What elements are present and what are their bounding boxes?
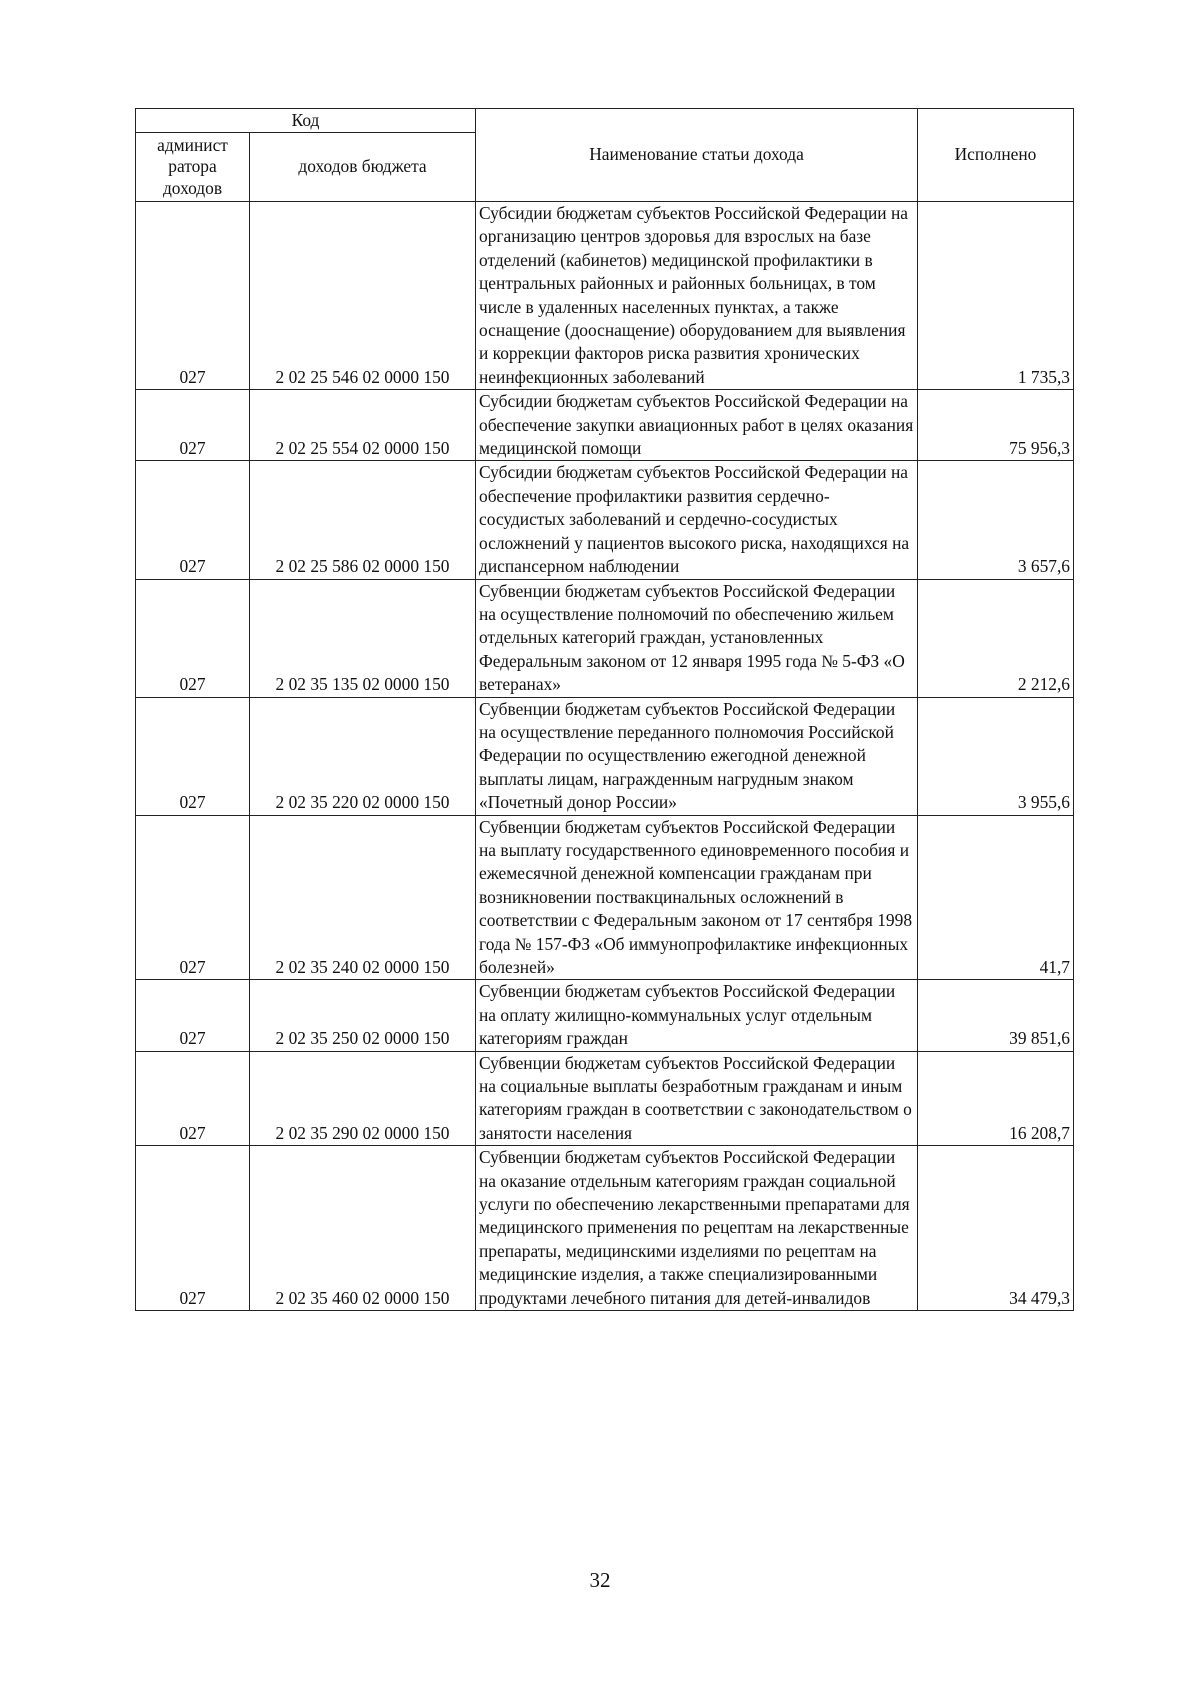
row-executed-value: 16 208,7 (918, 1051, 1074, 1146)
table-row (136, 579, 1074, 697)
row-revenue-name: Субвенции бюджетам субъектов Российской Федерации на выплату государственного единовременного пособия и ежемесячной денежной компенсации гражданам при возникновении поствакцинальных осложнений в соответствии с Федеральным законом от 17 сентября 1998 года № 157-ФЗ «Об иммунопрофилактике инфекционных болезней» (476, 815, 918, 980)
row-budget-code: 2 02 35 290 02 0000 150 (250, 1051, 476, 1146)
row-budget-code: 2 02 35 460 02 0000 150 (250, 1146, 476, 1311)
row-admin-code: 027 (136, 697, 250, 815)
row-admin-code: 027 (136, 815, 250, 980)
row-executed-value: 3 955,6 (918, 697, 1074, 815)
row-admin-code: 027 (136, 390, 250, 461)
header-name: Наименование статьи дохода (476, 109, 918, 202)
row-budget-code: 2 02 35 135 02 0000 150 (250, 579, 476, 697)
table-body (136, 202, 1074, 1311)
row-budget-code: 2 02 25 586 02 0000 150 (250, 461, 476, 579)
row-executed-value: 1 735,3 (918, 202, 1074, 390)
row-revenue-name: Субвенции бюджетам субъектов Российской Федерации на осуществление переданного полномочия Российской Федерации по осуществлению ежегодной денежной выплаты лицам, награжденным нагрудным знаком «Почетный донор России» (476, 697, 918, 815)
row-revenue-name: Субсидии бюджетам субъектов Российской Федерации на обеспечение закупки авиационных работ в целях оказания медицинской помощи (476, 390, 918, 461)
row-executed-value: 3 657,6 (918, 461, 1074, 579)
row-executed-value: 75 956,3 (918, 390, 1074, 461)
row-revenue-name: Субсидии бюджетам субъектов Российской Федерации на организацию центров здоровья для взрослых на базе отделений (кабинетов) медицинской профилактики в центральных районных и районных больницах, в том числе в удаленных населенных пунктах, а также оснащение (дооснащение) оборудованием для выявления и коррекции факторов риска развития хронических неинфекционных заболеваний (476, 202, 918, 390)
row-admin-code: 027 (136, 579, 250, 697)
row-executed-value: 41,7 (918, 815, 1074, 980)
row-admin-code: 027 (136, 202, 250, 390)
row-revenue-name: Субсидии бюджетам субъектов Российской Федерации на обеспечение профилактики развития сердечно-сосудистых заболеваний и сердечно-сосудистых осложнений у пациентов высокого риска, находящихся на диспансерном наблюдении (476, 461, 918, 579)
table-row (136, 815, 1074, 980)
row-admin-code: 027 (136, 1146, 250, 1311)
row-revenue-name: Субвенции бюджетам субъектов Российской Федерации на оплату жилищно-коммунальных услуг отдельным категориям граждан (476, 980, 918, 1051)
row-executed-value: 39 851,6 (918, 980, 1074, 1051)
table-row (136, 1146, 1074, 1311)
row-budget-code: 2 02 25 546 02 0000 150 (250, 202, 476, 390)
table-row (136, 980, 1074, 1051)
row-budget-code: 2 02 25 554 02 0000 150 (250, 390, 476, 461)
row-revenue-name: Субвенции бюджетам субъектов Российской Федерации на оказание отдельным категориям граждан социальной услуги по обеспечению лекарственными препаратами для медицинского применения по рецептам на лекарственные препараты, медицинскими изделиями по рецептам на медицинские изделия, а также специализированными продуктами лечебного питания для детей-инвалидов (476, 1146, 918, 1311)
header-executed: Исполнено (918, 109, 1074, 202)
table-row (136, 202, 1074, 390)
row-admin-code: 027 (136, 1051, 250, 1146)
table-row (136, 461, 1074, 579)
row-admin-code: 027 (136, 980, 250, 1051)
table-row (136, 1051, 1074, 1146)
row-revenue-name: Субвенции бюджетам субъектов Российской Федерации на осуществление полномочий по обеспечению жильем отдельных категорий граждан, установленных Федеральным законом от 12 января 1995 года № 5-ФЗ «О ветеранах» (476, 579, 918, 697)
row-revenue-name: Субвенции бюджетам субъектов Российской Федерации на социальные выплаты безработным гражданам и иным категориям граждан в соответствии с законодательством о занятости населения (476, 1051, 918, 1146)
revenue-table (135, 108, 1074, 1311)
table-header (136, 109, 1074, 202)
row-executed-value: 2 212,6 (918, 579, 1074, 697)
row-budget-code: 2 02 35 250 02 0000 150 (250, 980, 476, 1051)
page-number: 32 (589, 1568, 611, 1592)
header-kod: Код (136, 109, 476, 133)
header-budget-code: доходов бюджета (250, 133, 476, 202)
table-row (136, 390, 1074, 461)
row-admin-code: 027 (136, 461, 250, 579)
header-admin: админист ратора доходов (136, 133, 250, 202)
row-budget-code: 2 02 35 220 02 0000 150 (250, 697, 476, 815)
row-executed-value: 34 479,3 (918, 1146, 1074, 1311)
row-budget-code: 2 02 35 240 02 0000 150 (250, 815, 476, 980)
table-row (136, 697, 1074, 815)
